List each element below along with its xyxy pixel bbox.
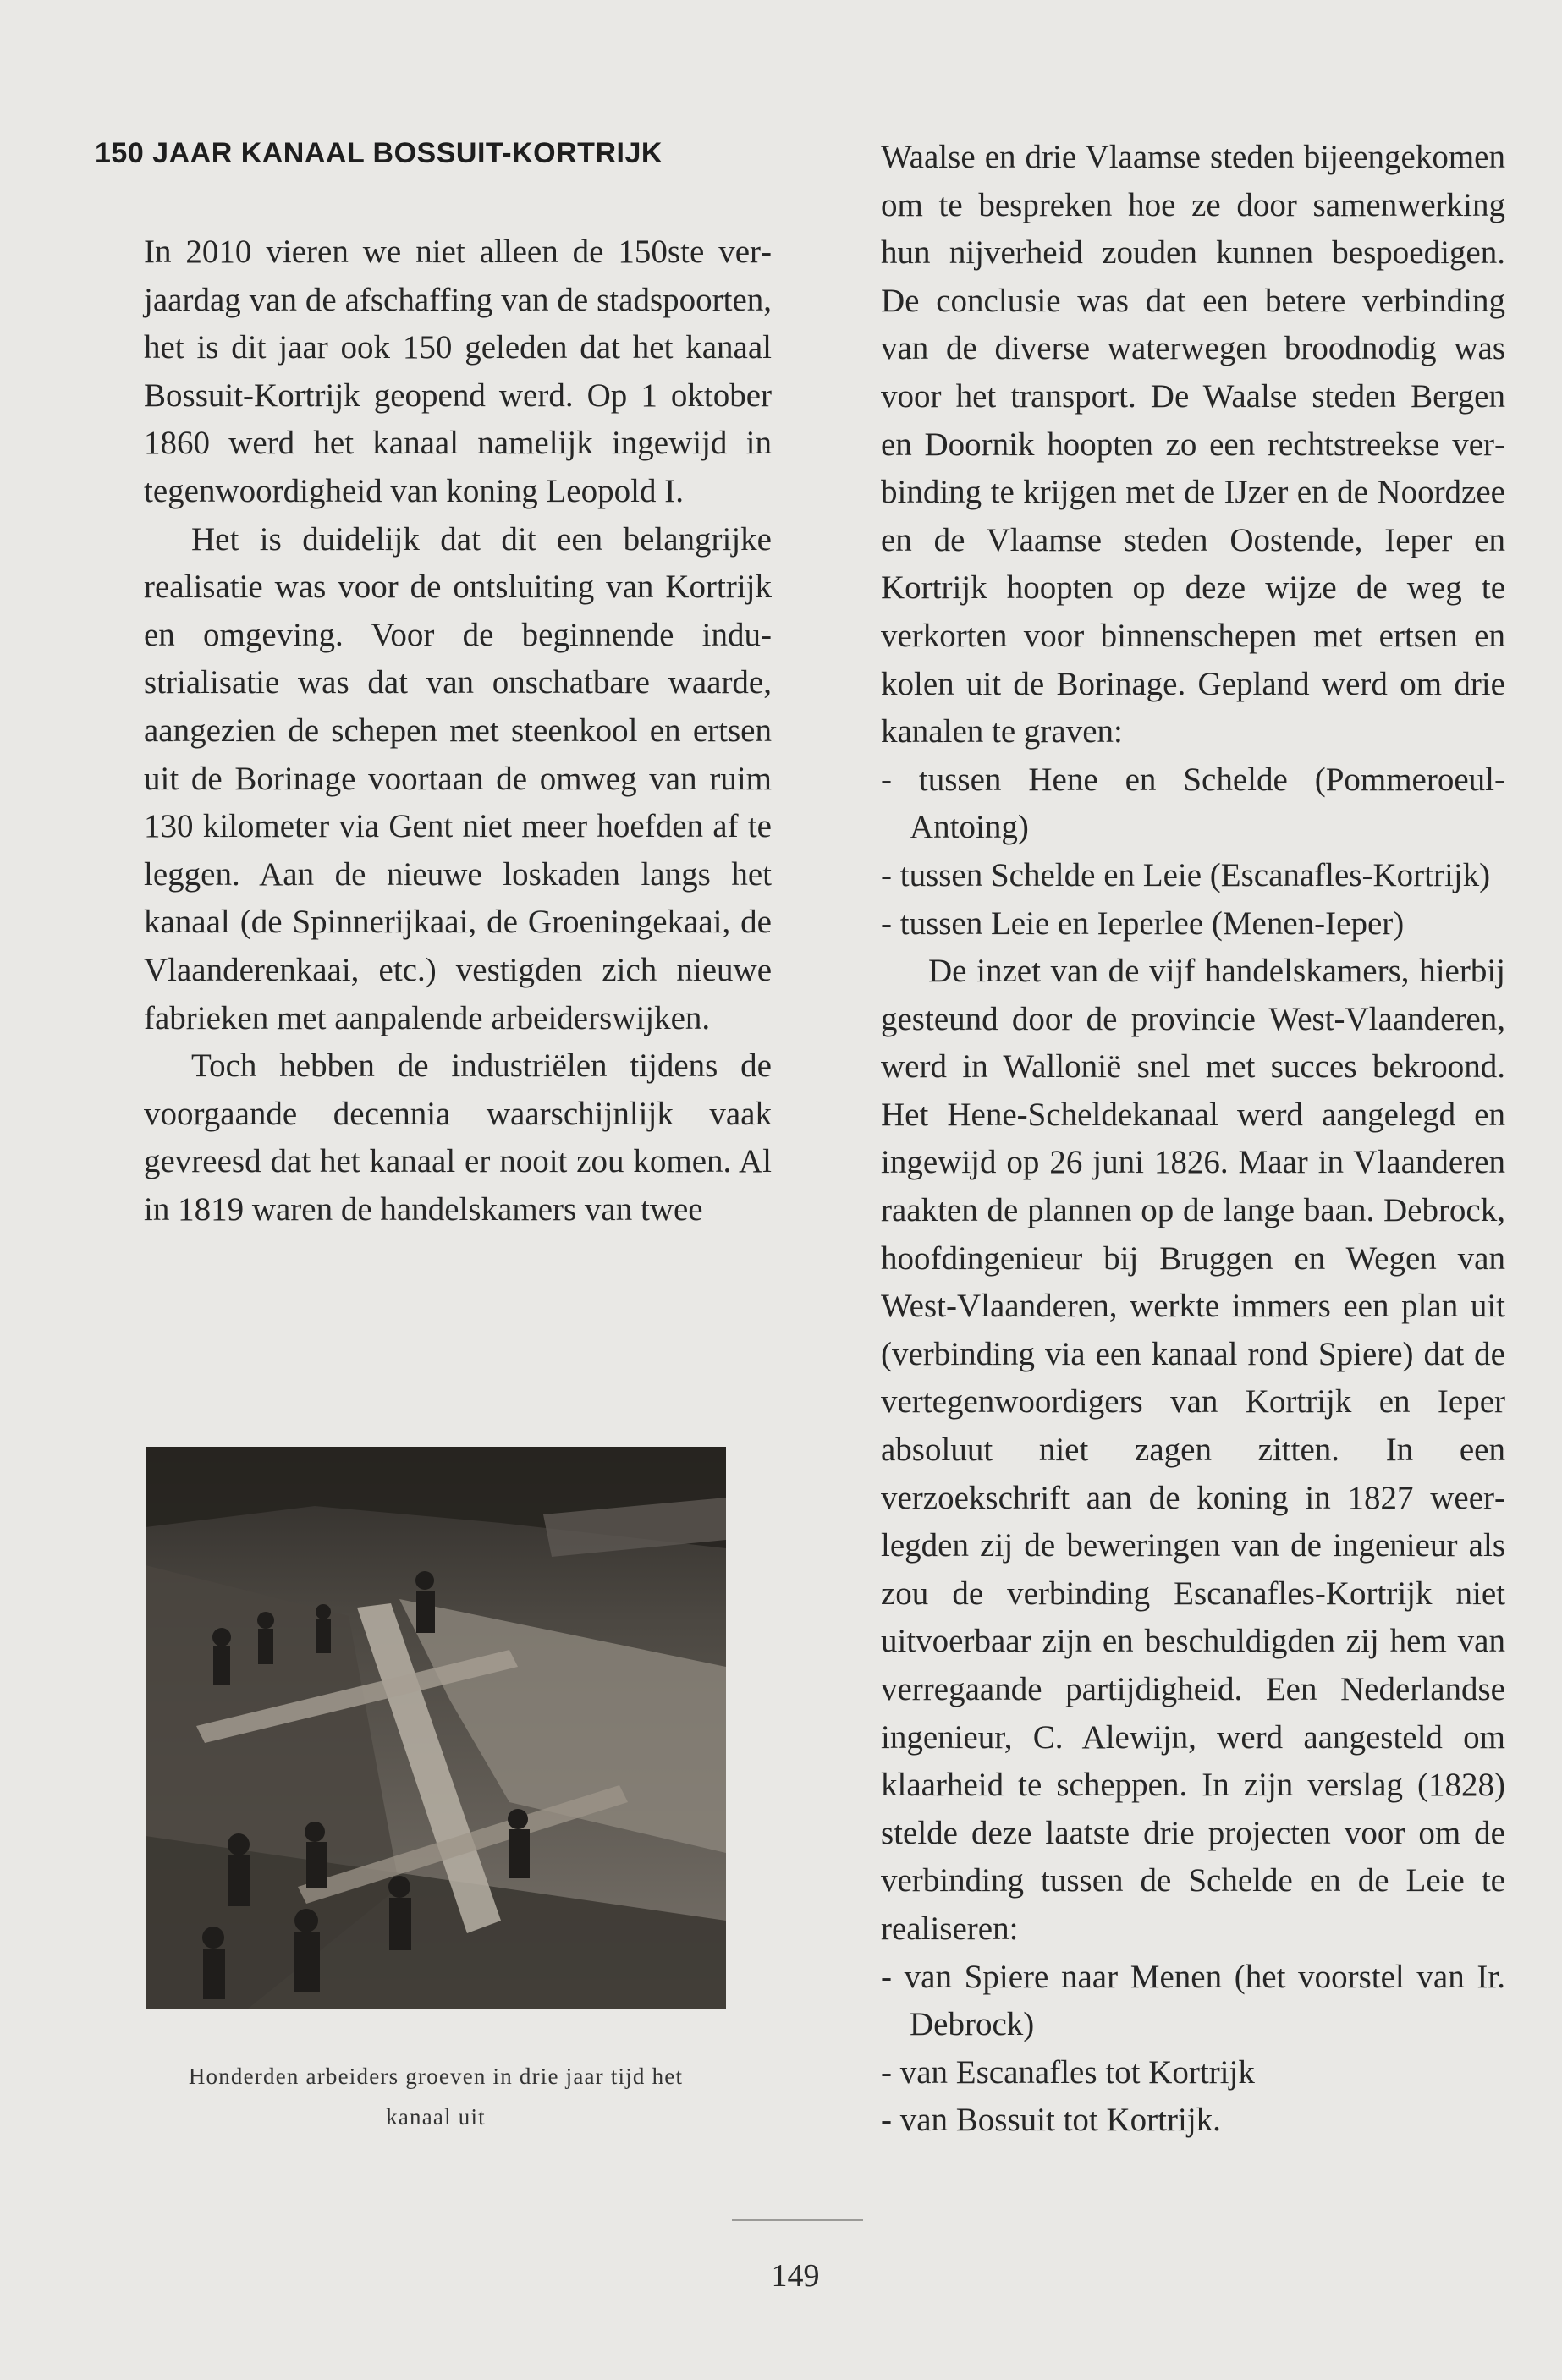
list-item-project: - van Bossuit tot Kortrijk.: [881, 2102, 1221, 2139]
right-column: [881, 134, 1505, 2145]
paragraph-realisatie: Het is duidelijk dat dit een belangrijke realisatie was voor de ontsluiting van Kortrijk en omgeving. Voor de beginnende industrialisatie was dat van onschatbare waarde, aangezien de schepen met steenkool en ertsen uit de Borinage voortaan de omweg van ruim 130 kilometer via Gent niet meer hoefden af te leggen. Aan de nieuwe loskaden langs het kanaal (de Spinnerijkaai, de Groeningekaai, de Vlaanderenkaai, etc.) vestigden zich nieuwe fabrieken met aanpalende arbeiderswijken.: [144, 520, 772, 1036]
paragraph-inzet: De inzet van de vijf handelskamers, hierbij gesteund door de provincie West-Vlaanderen, werd in Wallonië snel met succes bekroond. Het Hene-Scheldekanaal werd aangelegd en ingewijd op 26 juni 1826. Maar in Vlaanderen raakten de plannen op de lange baan. Debrock, hoofdingenieur bij Bruggen en Wegen van West-Vlaanderen, werkte immers een plan uit (verbinding via een kanaal rond Spiere) dat de vertegenwoordigers van Kortrijk en Ieper absoluut niet zagen zitten. In een verzoekschrift aan de koning in 1827 weerlegden zij de beweringen van de ingenieur als zou de verbinding Escanafles-Kortrijk niet uitvoerbaar zijn en beschuldigden zij hem van verregaande partijdigheid. Een Nederlandse ingenieur, C. Alewijn, werd aangesteld om klaarheid te scheppen. In zijn verslag (1828) stelde deze laatste drie projecten voor om de verbinding tussen de Schelde en de Leie te realiseren:: [881, 953, 1505, 1947]
page-number: 149: [771, 2258, 820, 2294]
excavation-illustration: [146, 1447, 726, 2009]
page-title: 150 JAAR KANAAL BOSSUIT-KORTRIJK: [95, 137, 663, 169]
list-item-canal: - tussen Leie en Ieperlee (Menen-Ieper): [881, 904, 1405, 942]
left-column: [144, 228, 772, 1234]
footer-divider: [732, 2219, 863, 2221]
excavation-photo: [146, 1447, 726, 2009]
paragraph-handelskamers: Waalse en drie Vlaamse steden bijeengekomen om te bespreken hoe ze door samenwerking hun nijverheid zouden kunnen bespoedigen. De conclusie was dat een betere verbinding van de diverse waterwegen broodnodig was voor het transport. De Waalse steden Bergen en Doornik hoopten zo een rechtstreekse verbinding te krijgen met de IJzer en de Noordzee en de Vlaamse steden Oostende, Ieper en Kortrijk hoopten op deze wijze de weg te verkorten voor binnenschepen met ertsen en kolen uit de Borinage. Gepland werd om drie kanalen te graven:: [881, 139, 1505, 750]
paragraph-industrielen: Toch hebben de industriëlen tijdens de voorgaande decennia waarschijnlijk vaak gevreesd dat het kanaal er nooit zou komen. Al in 1819 waren de handelskamers van twee: [144, 1047, 772, 1228]
list-item-canal: - tussen Schelde en Leie (Escanafles-Kortrijk): [881, 856, 1491, 893]
paragraph-intro: In 2010 vieren we niet alleen de 150ste verjaardag van de afschaffing van de stadspoorten, het is dit jaar ook 150 geleden dat het kanaal Bossuit-Kortrijk geopend werd. Op 1 oktober 1860 werd het kanaal namelijk ingewijd in tegenwoordigheid van koning Leopold I.: [144, 234, 772, 509]
list-item-canal: - tussen Hene en Schelde (Pommeroeul-Antoing): [881, 761, 1505, 846]
photo-caption: Honderden arbeiders groeven in drie jaar tijd het kanaal uit: [188, 2064, 684, 2130]
list-item-project: - van Escanafles tot Kortrijk: [881, 2053, 1255, 2091]
list-item-project: - van Spiere naar Menen (het voorstel van Ir. Debrock): [881, 1958, 1505, 2043]
